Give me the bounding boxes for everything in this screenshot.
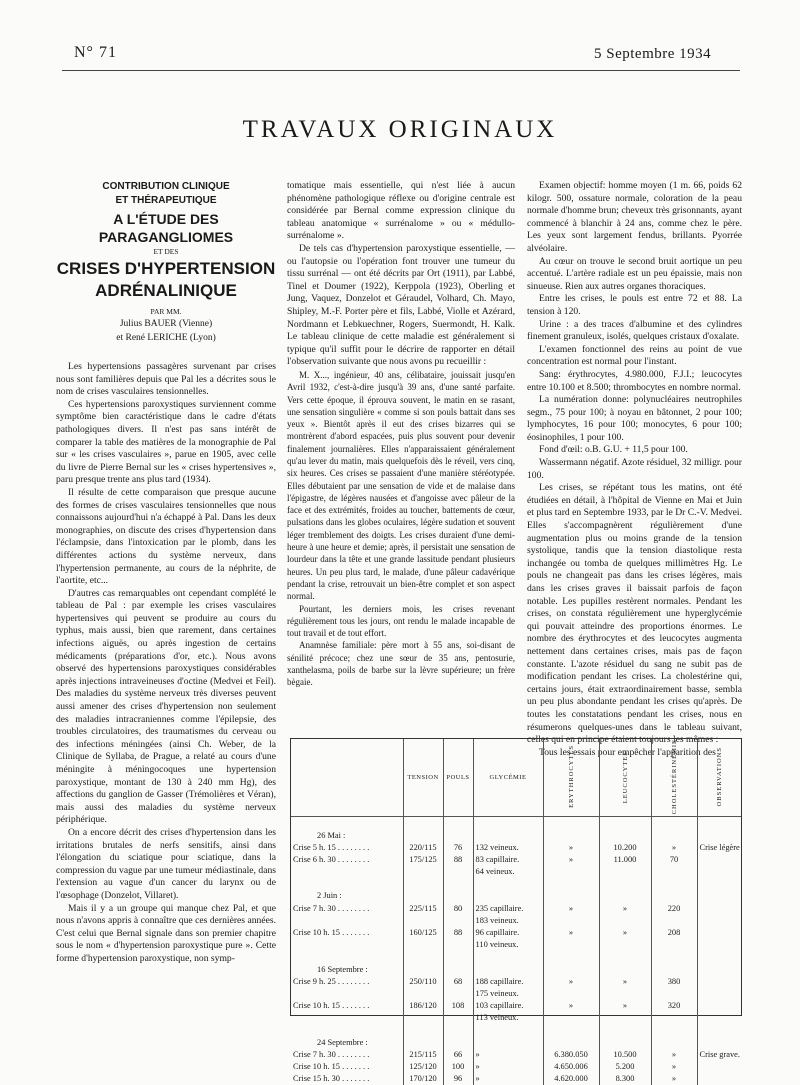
table-cell: 10.500	[599, 1049, 651, 1061]
issue-number: N° 71	[74, 44, 117, 61]
table-cell	[473, 951, 543, 963]
table-cell: 220	[651, 903, 697, 915]
table-cell	[543, 951, 599, 963]
table-cell: 225/115	[403, 903, 443, 915]
table-row	[291, 951, 741, 963]
table-row	[291, 878, 741, 890]
table-cell	[403, 939, 443, 951]
section-title: TRAVAUX ORIGINAUX	[242, 116, 558, 143]
table-cell: »	[599, 1000, 651, 1012]
table-cell	[543, 1037, 599, 1049]
table-cell	[599, 830, 651, 842]
table-cell: 4.650.006	[543, 1061, 599, 1073]
table-cell	[443, 817, 473, 830]
table-cell: »	[473, 1061, 543, 1073]
table-cell: 83 capillaire.	[473, 854, 543, 866]
table-row	[291, 1012, 741, 1024]
table-cell: 96 capillaire.	[473, 927, 543, 939]
table-cell: 103 capillaire.	[473, 1000, 543, 1012]
table-cell: Crise 5 h. 15 . . . . . . . .	[293, 842, 370, 852]
table-cell	[403, 817, 443, 830]
table-cell: »	[599, 976, 651, 988]
table-cell	[651, 830, 697, 842]
table-header: GLYCÉMIE	[473, 739, 543, 817]
table-cell: 132 veineux.	[473, 842, 543, 854]
table-cell: 125/120	[403, 1061, 443, 1073]
case-paragraph: Anamnèse familiale: père mort à 55 ans, soi-disant de sénilité précoce; chez une sœur de 35 ans, pentosurie, xanthelasma, poils de barbe sur la lèvre supérieure; un frère bègaie.	[287, 640, 515, 688]
table-header: POULS	[443, 739, 473, 817]
table-cell	[443, 964, 473, 976]
table-cell	[291, 817, 403, 830]
table-cell	[403, 964, 443, 976]
table-cell: 70	[651, 854, 697, 866]
body-paragraph: L'examen fonctionnel des reins au point de vue concentration est normal pour l'instant.	[527, 343, 742, 368]
table-cell	[697, 866, 741, 878]
table-cell	[599, 890, 651, 902]
table-cell: 175/125	[403, 854, 443, 866]
table-cell: Crise grave.	[697, 1049, 741, 1061]
table-cell	[543, 964, 599, 976]
article-title-1: A L'ÉTUDE DES PARAGANGLIOMES	[98, 211, 234, 245]
table-row	[291, 915, 741, 927]
table-row	[291, 1061, 741, 1073]
table-cell	[543, 1012, 599, 1024]
table-cell	[697, 976, 741, 988]
table-cell: 250/110	[403, 976, 443, 988]
table-cell	[651, 817, 697, 830]
body-paragraph: Fond d'œil: o.B. G.U. + 11,5 pour 100.	[539, 444, 688, 456]
body-paragraph: Entre les crises, le pouls est entre 72 et 88. La tension à 120.	[527, 293, 742, 317]
table-cell	[443, 890, 473, 902]
body-paragraph: Examen objectif: homme moyen (1 m. 66, poids 62 kilogr. 500, ossature normale, coloration de la peau normale d'homme brun; cheveux très grisonnants, ayant commencé à blanchir à 24 ans, comme chez le père. Les yeux sont largement fendus, brillants. Pyorrée alvéolaire.	[527, 180, 742, 254]
table-cell: 2 Juin :	[317, 891, 342, 901]
body-paragraph: Mais il y a un groupe qui manque chez Pal, et que nous n'avons appris à connaître que ces dernières années. C'est celui que Bernal signale dans son premier chapitre sous le nom « d'hypertension paroxystique pure ». Cette forme d'hypertension paroxystique, non symp-	[56, 902, 276, 964]
table-cell: Crise légère	[697, 842, 741, 854]
table-row	[291, 854, 741, 866]
table-header-label: LEUCOCYTES	[621, 750, 629, 803]
table-cell	[291, 939, 403, 951]
table-cell: 160/125	[403, 927, 443, 939]
table-cell: »	[543, 927, 599, 939]
table-cell	[473, 1037, 543, 1049]
table-row	[291, 890, 741, 902]
table-cell: 96	[443, 1073, 473, 1085]
table-cell: 64 veineux.	[473, 866, 543, 878]
table-cell: 110 veineux.	[473, 939, 543, 951]
column-3	[527, 180, 742, 759]
body-paragraph: Wassermann négatif. Azote résiduel, 32 milligr. pour 100.	[527, 457, 742, 481]
table-row	[291, 939, 741, 951]
table-cell: »	[543, 903, 599, 915]
table-cell	[473, 817, 543, 830]
case-paragraph: Pourtant, les derniers mois, les crises revenant régulièrement tous les jours, ont rendu le malade incapable de tout travail et de tout effort.	[287, 603, 515, 639]
body-paragraph: tomatique mais essentielle, qui n'est liée à aucun phénomène pathologique réflexe ou d'origine centrale est considérée par Bernal comme expression clinique du tableau anatomique « surrénalome » ou « médullo-surrénalome ».	[287, 180, 515, 242]
table-cell	[473, 878, 543, 890]
table-cell: 320	[651, 1000, 697, 1012]
header-rule	[62, 70, 740, 71]
table-cell	[403, 915, 443, 927]
table-cell	[443, 1037, 473, 1049]
table-cell	[697, 903, 741, 915]
table-header-label: ERYTHROCYTES	[567, 745, 575, 809]
table-cell	[697, 854, 741, 866]
article-title-3: ADRÉNALINIQUE	[95, 281, 237, 300]
table-header	[291, 739, 403, 817]
table-row	[291, 964, 741, 976]
article-title-conj: ET DES	[153, 247, 179, 256]
table-cell	[403, 890, 443, 902]
table-cell	[403, 830, 443, 842]
table-cell	[443, 1025, 473, 1037]
table-row	[291, 1073, 741, 1085]
table-header	[697, 739, 741, 817]
table-cell	[697, 1012, 741, 1024]
table-cell: »	[599, 903, 651, 915]
table-cell	[697, 817, 741, 830]
table-cell: 68	[443, 976, 473, 988]
table-cell	[651, 1025, 697, 1037]
table-cell	[697, 927, 741, 939]
case-paragraph: M. X..., ingénieur, 40 ans, célibataire, jouissait jusqu'en Avril 1932, c'est-à-dire jusqu'à 39 ans, d'une santé parfaite. Vers cette époque, il éprouva souvent, le matin en se rasant, une sensation singulière « comme si son pouls battait dans ses yeux ». Bientôt après il eut des crises bizarres qui se montrèrent d'abord espacées, puis plus souvent pour devenir finalement journalières. Elles n'apparaissaient généralement qu'au lever du matin, mais quelquefois dès le réveil, vers cinq, six heures. Ces crises se passaient d'une manière stéréotypée. Elles débutaient par une sensation de vide et de malaise dans l'épigastre, de légères nausées et d'angoisse avec pâleur de la face et des extrémités, froides au toucher, battements de cœur, pulsations dans les globes oculaires, légère sudation et souvent léger tremblement des doigts. Les crises duraient d'une demi-heure à une heure et demie; après, il persistait une sensation de lourdeur dans la tête et une grande lassitude pendant plusieurs heures. Un peu plus tard, le malade, d'une pâleur cadavérique pendant la crise, retrouvait un bien-être complet et son aspect normal.	[287, 369, 515, 602]
table-cell: Crise 7 h. 30 . . . . . . . .	[293, 903, 370, 913]
table-cell	[291, 878, 403, 890]
table-cell: Crise 15 h. 30 . . . . . . .	[293, 1074, 370, 1084]
table-cell	[403, 878, 443, 890]
table-cell: 66	[443, 1049, 473, 1061]
table-cell	[599, 915, 651, 927]
column-2	[287, 180, 515, 689]
article-title-block	[56, 180, 276, 345]
table-row	[291, 1000, 741, 1012]
body-paragraph: Il résulte de cette comparaison que presque aucune des formes de crises vasculaires tensionnelles que nous connaissons aujourd'hui n'a échappé à Pal. Dans les deux monographies, on discute des crises d'hypertension dans l'éclampsie, dans l'intoxication par le plomb, dans les différentes actions du système nerveux, dans l'hypertension permanente, au cours de la néphrite, de l'aortite, etc...	[56, 486, 276, 587]
table-cell	[651, 866, 697, 878]
table-cell: »	[543, 1000, 599, 1012]
table-cell	[651, 1012, 697, 1024]
table-row	[291, 817, 741, 830]
table-cell: »	[599, 927, 651, 939]
table-cell: »	[651, 1061, 697, 1073]
table-cell: »	[543, 842, 599, 854]
table-cell	[697, 915, 741, 927]
article-title-2: CRISES D'HYPERTENSION	[56, 259, 276, 278]
table-cell	[291, 951, 403, 963]
table-cell	[443, 988, 473, 1000]
table-cell: Crise 10 h. 15 . . . . . . .	[293, 1001, 370, 1011]
body-paragraph: On a encore décrit des crises d'hypertension dans les irritations brutales de nerfs sensitifs, ainsi dans l'élongation du sciatique pour sciatique, dans la compression du vague par une tumeur médiastinale, dans l'extension au vague d'un cancer du larynx ou de l'œsophage (Donzelot, Villaret).	[56, 826, 276, 901]
table-cell	[403, 988, 443, 1000]
column-1	[56, 180, 276, 966]
body-paragraph: Tous les essais pour empêcher l'apparition des	[539, 746, 716, 758]
table-header: TENSION	[403, 739, 443, 817]
table-header-label: CHOLESTÉRINÉMIE	[670, 739, 678, 815]
body-paragraph: De tels cas d'hypertension paroxystique essentielle, — ou l'autopsie ou l'opération font trouver une tumeur du tissu surrénal — ont été décrits par Ort (1911), par Labbé, Tinel et Doumer (1922), Kerppola (1923), Oberling et Jung, Vaquez, Donzelot et Géraudel, Volhard, Ch. Mayo, Shipley, M.-F. Porter père et fils, Labbé, Violle et Azérard, Nordmann et Lebkuechner, Rogers, Suermondt, H. Kalk. Le tableau clinique de cette maladie est généralement si typique qu'il suffit pour le décrire de rapporter en détail l'observation suivante que nous avons pu recueillir :	[287, 242, 515, 368]
table-cell	[443, 878, 473, 890]
table-cell	[543, 890, 599, 902]
article-author-2: et René LERICHE (Lyon)	[116, 333, 216, 343]
article-kicker-1: CONTRIBUTION CLINIQUE	[102, 181, 230, 192]
table-cell: »	[651, 842, 697, 854]
table-cell: 220/115	[403, 842, 443, 854]
table-cell	[697, 1025, 741, 1037]
table-cell: 113 veineux.	[473, 1012, 543, 1024]
article-by: PAR MM.	[150, 307, 182, 316]
body-paragraph: D'autres cas remarquables ont cependant complété le tableau de Pal : par exemple les crises vasculaires hypertensives qui peuvent se produire au cours du typhus, mais aussi, bien que rarement, dans certaines infections aiguës, ou après ingestion de certains médicaments (préparations d'or, etc.). Nous avons observé des hypertensions paroxystiques considérables après injections intraveineuses d'octine (Medvei et Feil). Des maladies du système nerveux très diverses peuvent aussi amener des crises d'hypertension non seulement des maladies intracraniennes comme l'épilepsie, des troubles circulatoires, des traumatismes du cerveau ou des infections méningées (ainsi Ch. Weber, de la Clinique de Syllaba, de Prague, a relaté au cours d'une méningite à méningocoques une hypertension paroxystique, montant de 130 à 240 mm Hg), des affections du ganglion de Gasser (Trémolières et Véran), mais aussi des maladies du système nerveux périphérique.	[56, 587, 276, 826]
table-cell	[543, 1025, 599, 1037]
table-cell	[599, 939, 651, 951]
table-cell	[651, 878, 697, 890]
table-cell	[443, 866, 473, 878]
table-cell	[651, 915, 697, 927]
table-cell: Crise 10 h. 15 . . . . . . .	[293, 1062, 370, 1072]
table-cell: 8.300	[599, 1073, 651, 1085]
table-header	[543, 739, 599, 817]
table-cell	[443, 830, 473, 842]
table-cell: 88	[443, 927, 473, 939]
table-row	[291, 1025, 741, 1037]
table-row	[291, 927, 741, 939]
table-header-row	[291, 739, 741, 817]
table-cell	[543, 988, 599, 1000]
table-cell	[599, 964, 651, 976]
table-header-label: OBSERVATIONS	[715, 746, 723, 807]
table-cell	[651, 939, 697, 951]
table-row	[291, 830, 741, 842]
body-paragraph: Sang: érythrocytes, 4.980.000, F.J.I.; leucocytes entre 10.100 et 8.500; thrombocytes en nombre normal.	[527, 368, 742, 393]
table-header	[599, 739, 651, 817]
body-paragraph: Les hypertensions passagères survenant par crises nous sont familières depuis que Pal les a décrites sous le nom de crises vasculaires tensionnelles.	[56, 361, 276, 398]
table-cell	[599, 1012, 651, 1024]
table-cell	[651, 951, 697, 963]
table-cell: »	[651, 1049, 697, 1061]
table-cell	[599, 817, 651, 830]
table-cell	[291, 866, 403, 878]
table-cell: 175 veineux.	[473, 988, 543, 1000]
table-cell	[697, 1073, 741, 1085]
table-cell: Crise 10 h. 15 . . . . . . .	[293, 928, 370, 937]
table-cell: 10.200	[599, 842, 651, 854]
table-cell: 16 Septembre :	[317, 964, 368, 974]
table-cell	[697, 1000, 741, 1012]
table-cell	[403, 951, 443, 963]
table-cell	[291, 915, 403, 927]
case-report	[287, 369, 515, 689]
table-cell: 170/120	[403, 1073, 443, 1085]
body-paragraph: Au cœur on trouve le second bruit aortique un peu accentué. L'artère radiale est un peu épaissie, mais non sinueuse. Rien aux autres organes thoraciques.	[527, 255, 742, 292]
table-cell: 183 veineux.	[473, 915, 543, 927]
issue-date: 5 Septembre 1934	[594, 46, 712, 62]
table-cell: 88	[443, 854, 473, 866]
table-cell	[599, 866, 651, 878]
table-cell	[473, 964, 543, 976]
table-cell: 76	[443, 842, 473, 854]
table-cell	[473, 1025, 543, 1037]
table-cell: 235 capillaire.	[473, 903, 543, 915]
table-cell	[543, 817, 599, 830]
body-paragraph: Ces hypertensions paroxystiques surviennent comme symptôme bien caractéristique dans le cadre d'états pathologiques divers. Il n'est pas sans intérêt de comparer la table des matières de la monographie de Pal sur « les crises vasculaires », parue en 1905, avec celle du livre de Pierre Bernal sur les « crises hypertensives », paru presque trente ans plus tard (1934).	[56, 398, 276, 486]
table-cell: 11.000	[599, 854, 651, 866]
table-cell: »	[473, 1049, 543, 1061]
table-row	[291, 1037, 741, 1049]
table-cell	[403, 1037, 443, 1049]
table-cell	[697, 1061, 741, 1073]
table-cell: »	[543, 854, 599, 866]
table-cell: 108	[443, 1000, 473, 1012]
table-cell	[403, 1012, 443, 1024]
table-cell	[599, 878, 651, 890]
table-cell	[473, 830, 543, 842]
table-cell	[291, 1012, 403, 1024]
table-cell: »	[473, 1073, 543, 1085]
table-cell: 26 Mai :	[317, 830, 346, 840]
table-row	[291, 842, 741, 854]
table-cell: 5.200	[599, 1061, 651, 1073]
table-cell	[443, 1012, 473, 1024]
table-cell	[599, 951, 651, 963]
table-cell: »	[651, 1073, 697, 1085]
table-cell	[651, 964, 697, 976]
table-cell	[651, 890, 697, 902]
table-cell	[543, 866, 599, 878]
table-cell: 208	[651, 927, 697, 939]
table-cell	[599, 1037, 651, 1049]
table-cell	[543, 915, 599, 927]
table-cell: 215/115	[403, 1049, 443, 1061]
table-cell	[697, 964, 741, 976]
table-cell	[291, 1025, 403, 1037]
table-cell	[443, 915, 473, 927]
table-row	[291, 988, 741, 1000]
table-cell: 100	[443, 1061, 473, 1073]
table-cell	[543, 878, 599, 890]
table-cell	[473, 890, 543, 902]
body-paragraph: Les crises, se répétant tous les matins, ont été étudiées en détail, à l'hôpital de Vienne en Mai et Juin et plus tard en Septembre 1933, par le Dr C.-V. Medvei. Elles s'accompagnèrent régulièrement d'une augmentation plus ou moins grande de la tension systolique, tandis que la tension diastolique resta inchangée ou tomba de quelques millimètres Hg. Le pouls ne changeait pas dans les crises légères, mais dans les crises graves il baissait parfois de façon notable. Les pupilles restèrent normales. Pendant les crises, on constata régulièrement une hyperglycémie qui pouvait atteindre des proportions énormes. Le nombre des érythrocytes et des leucocytes augmenta nettement dans certaines crises, mais pas de façon constante. L'azote résiduel du sang ne subit pas de modification pendant les crises. La cholestérine qui, certains jours, était extraordinairement basse, sembla un peu plus abondante pendant les crises qu'après. De toutes les constatations pendant les crises, nous en résumerons quelques-unes dans le tableau suivant, celles qui en principe étaient toujours les mêmes :	[527, 482, 742, 746]
table-cell: 80	[443, 903, 473, 915]
table-cell	[443, 951, 473, 963]
table-cell	[697, 890, 741, 902]
table-cell: 186/120	[403, 1000, 443, 1012]
table-cell: 380	[651, 976, 697, 988]
body-paragraph: Urine : a des traces d'albumine et des cylindres finement granuleux, isolés, quelques cristaux d'oxalate.	[527, 318, 742, 343]
table-cell	[543, 830, 599, 842]
table-cell	[697, 830, 741, 842]
table-row	[291, 866, 741, 878]
table-cell	[403, 866, 443, 878]
table-cell: Crise 6 h. 30 . . . . . . . .	[293, 854, 370, 864]
table-cell	[599, 1025, 651, 1037]
table-row	[291, 976, 741, 988]
table-cell	[697, 878, 741, 890]
table-cell	[543, 939, 599, 951]
table-cell	[697, 988, 741, 1000]
table-cell	[697, 1037, 741, 1049]
table-cell	[651, 1037, 697, 1049]
table-header	[651, 739, 697, 817]
table-cell	[403, 1025, 443, 1037]
table-cell: »	[543, 976, 599, 988]
table-cell: 24 Septembre :	[317, 1037, 368, 1047]
table-cell: Crise 7 h. 30 . . . . . . . .	[293, 1049, 370, 1059]
table-cell: 4.620.000	[543, 1073, 599, 1085]
body-paragraph: La numération donne: polynucléaires neutrophiles segm., 75 pour 100; à noyau en bâtonnet, 2 pour 100; lymphocytes, 16 pour 100; monocytes, 6 pour 100; éosinophiles, 1 pour 100.	[527, 394, 742, 443]
table-cell	[599, 988, 651, 1000]
table-cell	[651, 988, 697, 1000]
table-row	[291, 903, 741, 915]
article-kicker-2: ET THÉRAPEUTIQUE	[115, 195, 217, 206]
table-cell	[697, 939, 741, 951]
crisis-data-table	[290, 738, 742, 1084]
table-row	[291, 1049, 741, 1061]
table-cell	[443, 939, 473, 951]
article-author-1: Julius BAUER (Vienne)	[119, 319, 213, 329]
table-cell: Crise 9 h. 25 . . . . . . . .	[293, 976, 370, 986]
table-cell	[291, 988, 403, 1000]
table-cell: 188 capillaire.	[473, 976, 543, 988]
table-cell: 6.380.050	[543, 1049, 599, 1061]
table-cell	[697, 951, 741, 963]
